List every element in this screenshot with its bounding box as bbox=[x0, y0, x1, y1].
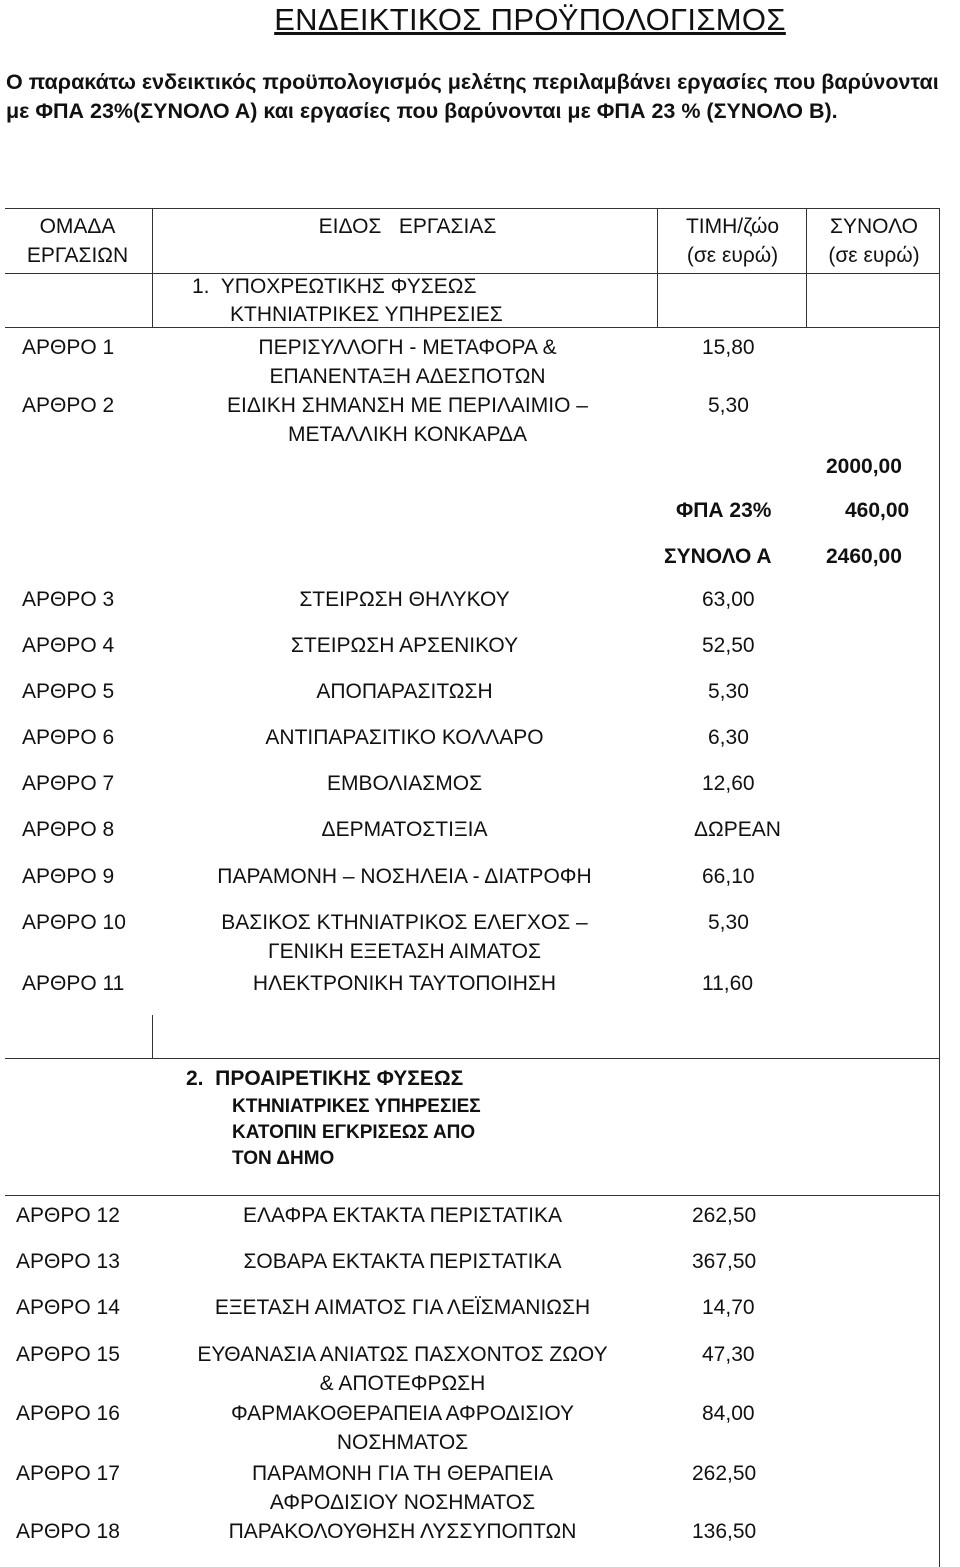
work-description: ΑΠΟΠΑΡΑΣΙΤΩΣΗ bbox=[316, 680, 493, 703]
work-description: ΕΞΕΤΑΣΗ ΑΙΜΑΤΟΣ ΓΙΑ ΛΕΪΣΜΑΝΙΩΣΗ bbox=[214, 1296, 591, 1319]
table-border bbox=[657, 208, 658, 328]
header-type: ΕΙΔΟΣ ΕΡΓΑΣΙΑΣ bbox=[318, 215, 497, 238]
article-code: ΑΡΘΡΟ 7 bbox=[22, 772, 115, 795]
table-border bbox=[939, 208, 940, 1567]
unit-price: 262,50 bbox=[692, 1462, 757, 1485]
unit-price: 136,50 bbox=[692, 1520, 757, 1543]
table-border bbox=[5, 1195, 940, 1196]
table-border bbox=[5, 1058, 940, 1059]
header-group: ΟΜΑΔΑ ΕΡΓΑΣΙΩΝ bbox=[26, 215, 129, 267]
section-heading: ΚΤΗΝΙΑΤΡΙΚΕΣ ΥΠΗΡΕΣΙΕΣ bbox=[232, 1096, 481, 1117]
header-price: ΤΙΜΗ/ζώο (σε ευρώ) bbox=[685, 215, 780, 267]
work-description: ΒΑΣΙΚΟΣ ΚΤΗΝΙΑΤΡΙΚΟΣ ΕΛΕΓΧΟΣ – ΓΕΝΙΚΗ ΕΞΕΤΑΣΗ ΑΙΜΑΤΟΣ bbox=[221, 911, 588, 963]
section-heading: ΚΑΤΟΠΙΝ ΕΓΚΡΙΣΕΩΣ ΑΠΟ bbox=[232, 1122, 476, 1143]
unit-price: 5,30 bbox=[708, 680, 749, 703]
work-description: ΔΕΡΜΑΤΟΣΤΙΞΙΑ bbox=[321, 818, 488, 841]
page-title: ΕΝΔΕΙΚΤΙΚΟΣ ΠΡΟΫΠΟΛΟΓΙΣΜΟΣ bbox=[274, 2, 786, 37]
unit-price: 367,50 bbox=[692, 1250, 757, 1273]
article-code: ΑΡΘΡΟ 12 bbox=[16, 1204, 120, 1227]
table-border bbox=[806, 208, 807, 328]
unit-price: 262,50 bbox=[692, 1204, 757, 1227]
section-heading: ΤΟΝ ΔΗΜΟ bbox=[232, 1148, 335, 1169]
article-code: ΑΡΘΡΟ 15 bbox=[16, 1343, 120, 1366]
work-description: ΠΕΡΙΣΥΛΛΟΓΗ - ΜΕΤΑΦΟΡΑ & ΕΠΑΝΕΝΤΑΞΗ ΑΔΕΣΠΟΤΩΝ bbox=[258, 336, 557, 388]
work-description: ΣΟΒΑΡΑ ΕΚΤΑΚΤΑ ΠΕΡΙΣΤΑΤΙΚΑ bbox=[243, 1250, 562, 1273]
article-code: ΑΡΘΡΟ 8 bbox=[22, 818, 115, 841]
vat-value: 460,00 bbox=[845, 499, 910, 522]
unit-price: 47,30 bbox=[702, 1343, 755, 1366]
work-description: ΗΛΕΚΤΡΟΝΙΚΗ ΤΑΥΤΟΠΟΙΗΣΗ bbox=[252, 972, 557, 995]
article-code: ΑΡΘΡΟ 3 bbox=[22, 588, 115, 611]
article-code: ΑΡΘΡΟ 10 bbox=[22, 911, 126, 934]
subtotal-value: 2000,00 bbox=[826, 455, 902, 478]
total-a-label: ΣΥΝΟΛΟ Α bbox=[664, 545, 772, 568]
work-description: ΣΤΕΙΡΩΣΗ ΑΡΣΕΝΙΚΟΥ bbox=[290, 634, 519, 657]
article-code: ΑΡΘΡΟ 2 bbox=[22, 394, 115, 417]
work-description: ΕΙΔΙΚΗ ΣΗΜΑΝΣΗ ΜΕ ΠΕΡΙΛΑΙΜΙΟ – ΜΕΤΑΛΛΙΚΗ ΚΟΝΚΑΡΔΑ bbox=[227, 394, 588, 446]
work-description: ΠΑΡΑΚΟΛΟΥΘΗΣΗ ΛΥΣΣΥΠΟΠΤΩΝ bbox=[228, 1520, 577, 1543]
unit-price: 15,80 bbox=[702, 336, 755, 359]
work-description: ΦΑΡΜΑΚΟΘΕΡΑΠΕΙΑ ΑΦΡΟΔΙΣΙΟΥ ΝΟΣΗΜΑΤΟΣ bbox=[230, 1402, 575, 1454]
work-description: ΕΜΒΟΛΙΑΣΜΟΣ bbox=[326, 772, 483, 795]
work-description: ΕΛΑΦΡΑ ΕΚΤΑΚΤΑ ΠΕΡΙΣΤΑΤΙΚΑ bbox=[243, 1204, 562, 1227]
article-code: ΑΡΘΡΟ 16 bbox=[16, 1402, 120, 1425]
work-description: ΠΑΡΑΜΟΝΗ ΓΙΑ ΤΗ ΘΕΡΑΠΕΙΑ ΑΦΡΟΔΙΣΙΟΥ ΝΟΣΗΜΑΤΟΣ bbox=[252, 1462, 553, 1514]
unit-price: 14,70 bbox=[702, 1296, 755, 1319]
table-border bbox=[152, 208, 153, 328]
unit-price: 11,60 bbox=[702, 972, 753, 995]
section-heading: 1. ΥΠΟΧΡΕΩΤΙΚΗΣ ΦΥΣΕΩΣ bbox=[192, 275, 477, 298]
total-a-value: 2460,00 bbox=[826, 545, 902, 568]
article-code: ΑΡΘΡΟ 9 bbox=[22, 865, 115, 888]
unit-price: 12,60 bbox=[702, 772, 755, 795]
unit-price: 52,50 bbox=[702, 634, 755, 657]
work-description: ΠΑΡΑΜΟΝΗ – ΝΟΣΗΛΕΙΑ - ΔΙΑΤΡΟΦΗ bbox=[217, 865, 592, 888]
work-description: ΕΥΘΑΝΑΣΙΑ ΑΝΙΑΤΩΣ ΠΑΣΧΟΝΤΟΣ ΖΩΟΥ & ΑΠΟΤΕΦΡΩΣΗ bbox=[197, 1343, 608, 1395]
section-heading: 2. ΠΡΟΑΙΡΕΤΙΚΗΣ ΦΥΣΕΩΣ bbox=[186, 1067, 464, 1090]
work-description: ΣΤΕΙΡΩΣΗ ΘΗΛΥΚΟΥ bbox=[299, 588, 510, 611]
section-heading: ΚΤΗΝΙΑΤΡΙΚΕΣ ΥΠΗΡΕΣΙΕΣ bbox=[230, 303, 503, 326]
article-code: ΑΡΘΡΟ 6 bbox=[22, 726, 115, 749]
article-code: ΑΡΘΡΟ 1 bbox=[22, 336, 115, 359]
unit-price: 66,10 bbox=[702, 865, 755, 888]
article-code: ΑΡΘΡΟ 5 bbox=[22, 680, 115, 703]
article-code: ΑΡΘΡΟ 18 bbox=[16, 1520, 120, 1543]
article-code: ΑΡΘΡΟ 13 bbox=[16, 1250, 120, 1273]
header-total: ΣΥΝΟΛΟ (σε ευρώ) bbox=[828, 215, 920, 267]
article-code: ΑΡΘΡΟ 14 bbox=[16, 1296, 120, 1319]
work-description: ΑΝΤΙΠΑΡΑΣΙΤΙΚΟ ΚΟΛΛΑΡΟ bbox=[265, 726, 544, 749]
article-code: ΑΡΘΡΟ 11 bbox=[22, 972, 125, 995]
article-code: ΑΡΘΡΟ 4 bbox=[22, 634, 115, 657]
unit-price: 63,00 bbox=[702, 588, 755, 611]
unit-price: 84,00 bbox=[702, 1402, 755, 1425]
table-border bbox=[5, 208, 940, 209]
unit-price: 6,30 bbox=[708, 726, 749, 749]
unit-price: 5,30 bbox=[708, 394, 749, 417]
table-border bbox=[152, 1015, 153, 1058]
unit-price: 5,30 bbox=[708, 911, 749, 934]
vat-label: ΦΠΑ 23% bbox=[676, 499, 772, 522]
article-code: ΑΡΘΡΟ 17 bbox=[16, 1462, 120, 1485]
intro-paragraph: Ο παρακάτω ενδεικτικός προϋπολογισμός μελέτης περιλαμβάνει εργασίες που βαρύνονται με ΦΠΑ 23%(ΣΥΝΟΛΟ Α) και εργασίες που βαρύνονται με ΦΠΑ 23 % (ΣΥΝΟΛΟ Β). bbox=[6, 70, 939, 123]
unit-price: ΔΩΡΕΑΝ bbox=[694, 818, 781, 841]
